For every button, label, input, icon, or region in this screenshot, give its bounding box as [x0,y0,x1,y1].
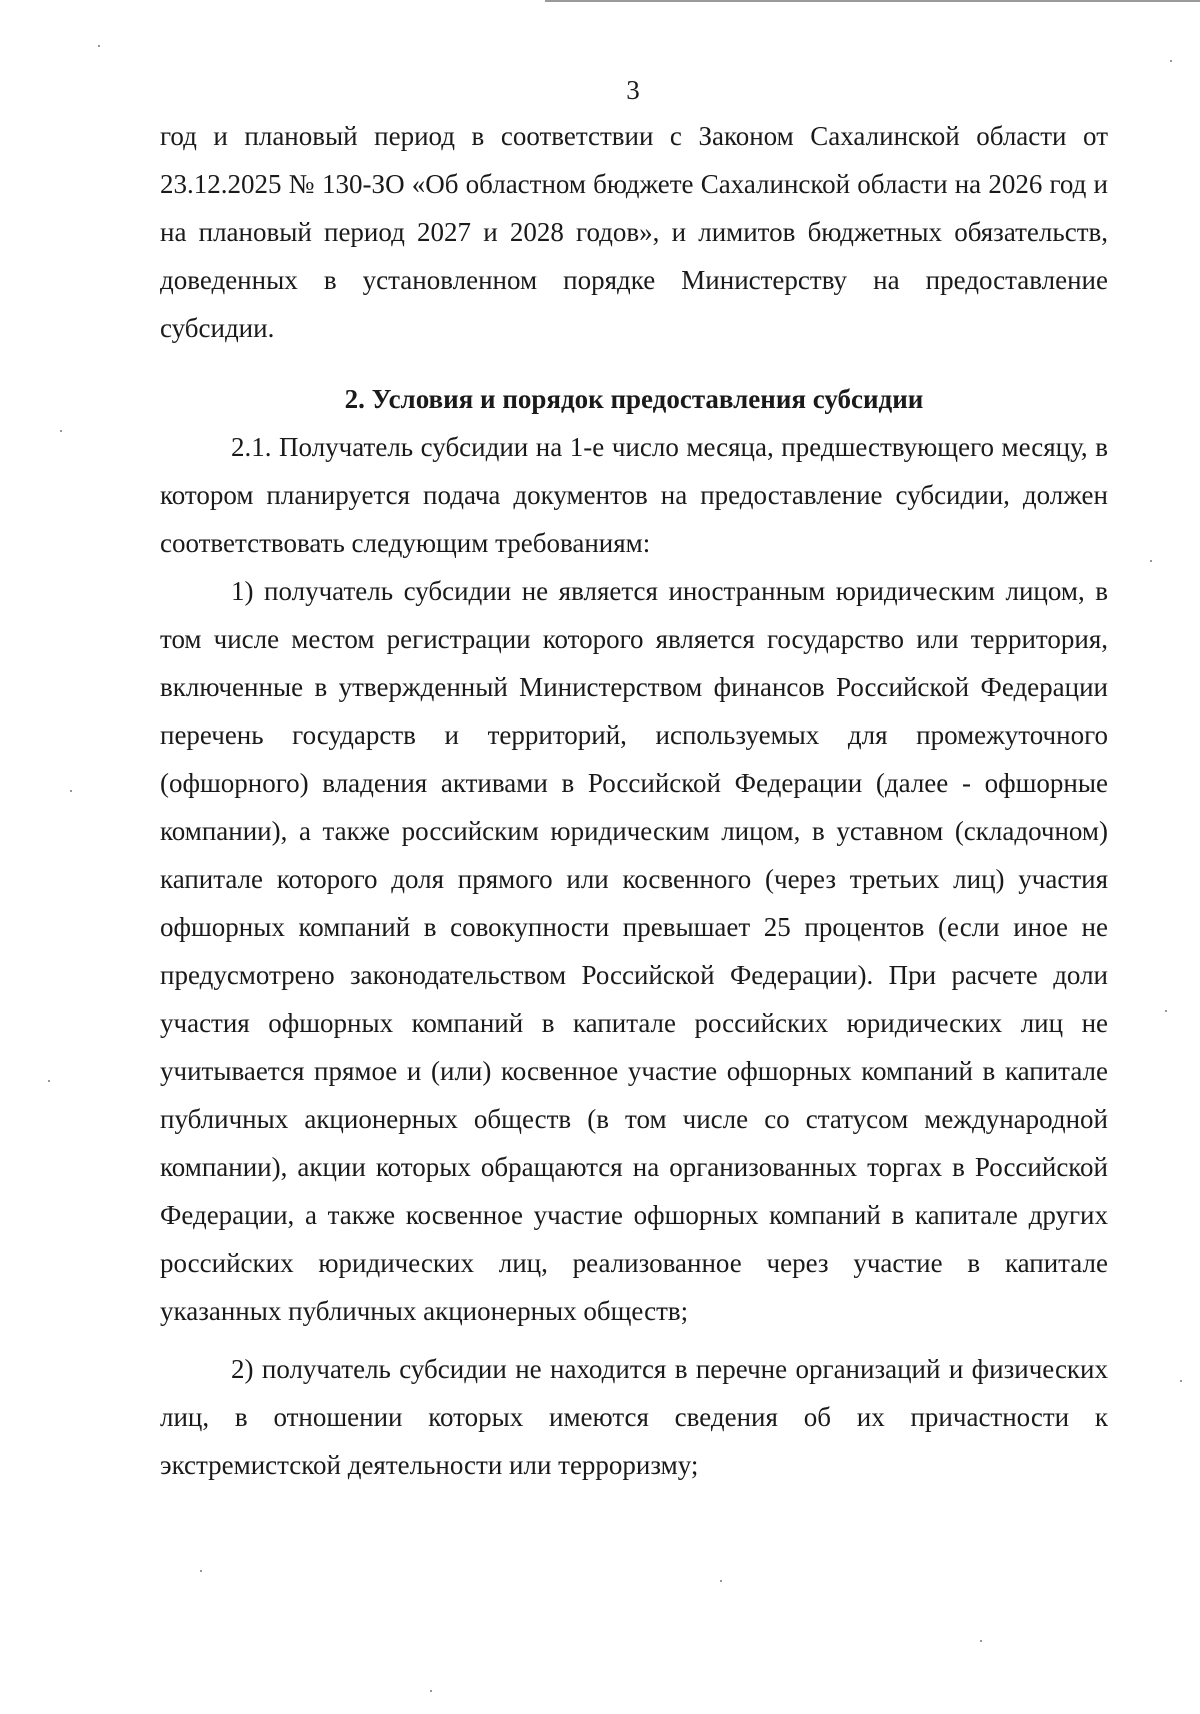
paragraph-item-2: 2) получатель субсидии не находится в перечне организаций и физических лиц, в отношении которых имеются сведения об их причастности к экстремистской деятельности или терроризму; [160,1354,1108,1480]
scan-speck [720,1580,722,1582]
scan-speck [1165,1010,1167,1012]
section-heading: 2. Условия и порядок предоставления субсидии [344,384,924,414]
paragraph-item-1: 1) получатель субсидии не является иностранным юридическим лицом, в том числе местом регистрации которого является государство или территория, включенные в утвержденный Министерством финансов Российской Федерации перечень государств и территорий, используемых для промежуточного (офшорного) владения активами в Российской Федерации (далее - офшорные компании), а также российским юридическим лицом, в уставном (складочном) капитале которого доля прямого или косвенного (через третьих лиц) участия офшорных компаний в совокупности превышает 25 процентов (если иное не предусмотрено законодательством Российской Федерации). При расчете доли участия офшорных компаний в капитале российских юридических лиц не учитывается прямое и (или) косвенное участие офшорных компаний в капитале публичных акционерных обществ (в том числе со статусом международной компании), акции которых обращаются на организованных торгах в Российской Федерации, а также косвенное участие офшорных компаний в капитале других российских юридических лиц, реализованное через участие в капитале указанных публичных акционерных обществ; [160,576,1108,1326]
scan-speck [98,45,100,47]
paragraph-continuation: год и плановый период в соответствии с Законом Сахалинской области от 23.12.2025 № 130-ЗО «Об областном бюджете Сахалинской области на 2026 год и на плановый период 2027 и 2028 годов», и лимитов бюджетных обязательств, доведенных в установленном порядке Министерству на предоставление субсидии. [160,121,1108,343]
scan-speck [70,790,72,792]
scan-speck [980,1640,982,1642]
document-body [160,112,1108,1489]
scan-speck [1150,560,1152,562]
scan-speck [1180,1380,1182,1382]
paragraph-2-1: 2.1. Получатель субсидии на 1-е число месяца, предшествующего месяцу, в котором планируется подача документов на предоставление субсидии, должен соответствовать следующим требованиям: [160,432,1108,558]
scan-edge-line [545,0,1200,2]
page-number: 3 [626,75,640,105]
scan-speck [1170,60,1172,62]
scan-speck [60,430,62,432]
scan-speck [48,1080,50,1082]
scan-speck [200,1570,202,1572]
scan-speck [430,1690,432,1692]
